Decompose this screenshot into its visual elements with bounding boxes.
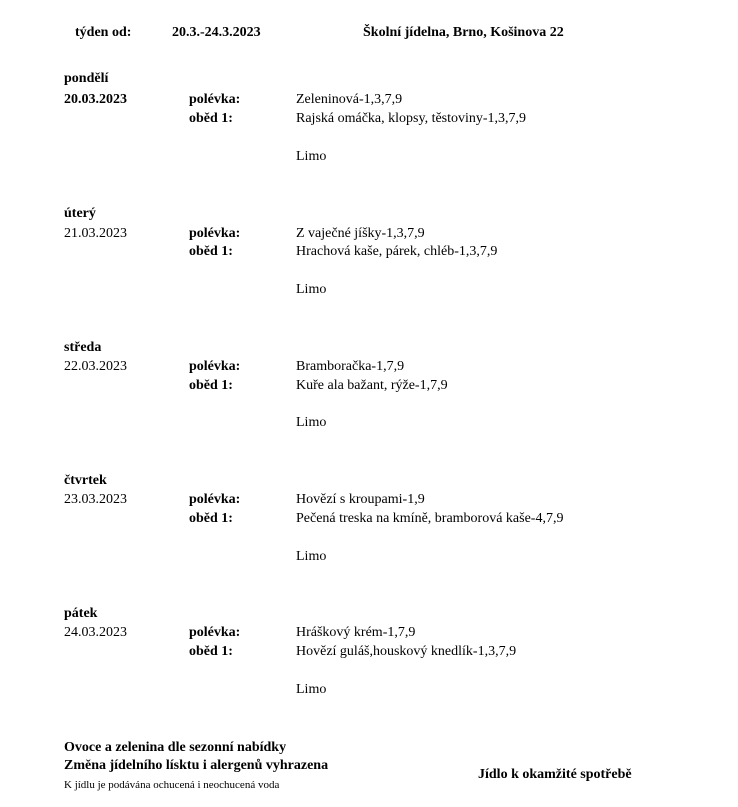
drink-text: Limo — [296, 682, 327, 697]
day-name: středa — [64, 340, 102, 355]
school-name: Školní jídelna, Brno, Košinova 22 — [363, 25, 564, 40]
day-name: čtvrtek — [64, 473, 107, 488]
day-name: pondělí — [64, 71, 109, 86]
day-date: 24.03.2023 — [64, 625, 127, 640]
lunch-text: Pečená treska na kmíně, bramborová kaše-4,7,9 — [296, 511, 564, 526]
day-name: úterý — [64, 206, 96, 221]
soup-text: Bramboračka-1,7,9 — [296, 359, 405, 374]
drink-text: Limo — [296, 415, 327, 430]
day-date: 20.03.2023 — [64, 92, 127, 107]
lunch-text: Kuře ala bažant, rýže-1,7,9 — [296, 378, 448, 393]
lunch-label: oběd 1: — [189, 644, 233, 659]
lunch-label: oběd 1: — [189, 378, 233, 393]
day-date: 23.03.2023 — [64, 492, 127, 507]
soup-label: polévka: — [189, 359, 241, 374]
footer-note-seasonal: Ovoce a zelenina dle sezonní nabídky — [64, 740, 287, 755]
soup-label: polévka: — [189, 492, 241, 507]
week-label: týden od: — [75, 25, 132, 40]
day-name: pátek — [64, 606, 98, 621]
footer-note-consumption: Jídlo k okamžité spotřebě — [478, 767, 632, 782]
drink-text: Limo — [296, 282, 327, 297]
soup-text: Z vaječné jíšky-1,3,7,9 — [296, 226, 425, 241]
lunch-text: Rajská omáčka, klopsy, těstoviny-1,3,7,9 — [296, 111, 527, 126]
soup-text: Zeleninová-1,3,7,9 — [296, 92, 403, 107]
lunch-label: oběd 1: — [189, 244, 233, 259]
day-date: 21.03.2023 — [64, 226, 127, 241]
footer-note-water: K jídlu je podávána ochucená i neochucená voda — [64, 779, 280, 791]
week-range: 20.3.-24.3.2023 — [172, 25, 261, 40]
footer-note-changes: Změna jídelního lísktu i alergenů vyhrazena — [64, 758, 329, 773]
lunch-text: Hovězí guláš,houskový knedlík-1,3,7,9 — [296, 644, 517, 659]
soup-label: polévka: — [189, 625, 241, 640]
drink-text: Limo — [296, 149, 327, 164]
soup-label: polévka: — [189, 92, 241, 107]
lunch-text: Hrachová kaše, párek, chléb-1,3,7,9 — [296, 244, 498, 259]
soup-text: Hovězí s kroupami-1,9 — [296, 492, 425, 507]
soup-text: Hráškový krém-1,7,9 — [296, 625, 416, 640]
lunch-label: oběd 1: — [189, 111, 233, 126]
lunch-label: oběd 1: — [189, 511, 233, 526]
soup-label: polévka: — [189, 226, 241, 241]
day-date: 22.03.2023 — [64, 359, 127, 374]
drink-text: Limo — [296, 549, 327, 564]
